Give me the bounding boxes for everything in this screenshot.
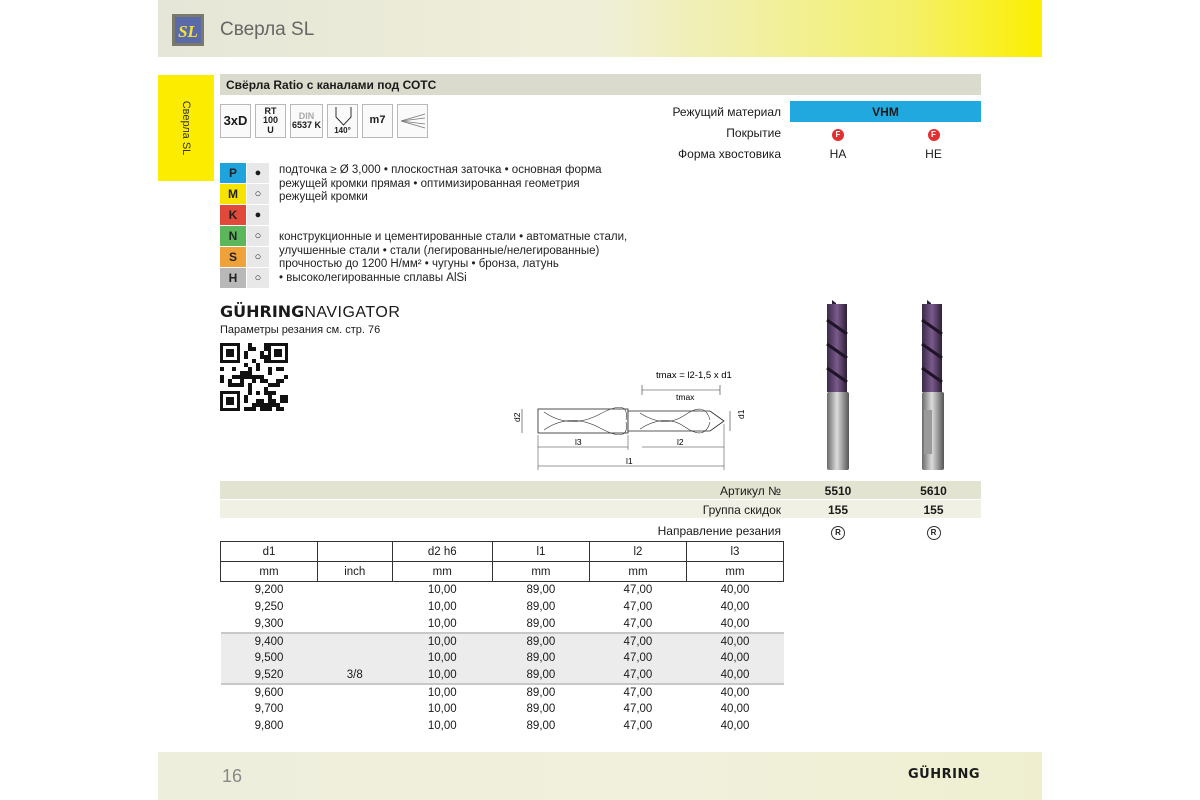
navigator-brand: GÜHRING [220, 302, 305, 321]
table-row [221, 667, 784, 684]
table-cell: 89,00 [492, 701, 589, 718]
material-group-row [220, 205, 269, 226]
table-cell: 40,00 [686, 616, 783, 633]
table-cell: 47,00 [589, 684, 686, 701]
table-cell: 9,800 [221, 718, 318, 735]
table-cell: 9,400 [221, 633, 318, 650]
qr-code-icon[interactable] [220, 343, 288, 411]
tmax-formula: tmax = l2-1,5 x d1 [656, 370, 732, 381]
table-cell: 47,00 [589, 718, 686, 735]
dimensions-table [220, 541, 784, 735]
l2-label: l2 [677, 437, 684, 447]
table-cell: 10,00 [392, 633, 492, 650]
page-number: 16 [222, 766, 243, 786]
spec-shank-row [560, 143, 981, 164]
table-cell: 47,00 [589, 667, 686, 684]
table-cell: 89,00 [492, 582, 589, 599]
footer-band [158, 752, 1042, 800]
table-cell: 40,00 [686, 650, 783, 667]
material-group-row [220, 226, 269, 247]
table-cell: 89,00 [492, 650, 589, 667]
col-l2: l2 [589, 542, 686, 562]
right-hand-icon: R [927, 526, 941, 540]
table-cell: 9,250 [221, 599, 318, 616]
table-row [221, 582, 784, 599]
d1-label: d1 [736, 409, 746, 419]
table-cell: 10,00 [392, 667, 492, 684]
material-value: VHM [872, 105, 899, 119]
table-row [221, 599, 784, 616]
table-units-row: mm inch mm mm mm mm [221, 562, 784, 582]
length-3xd-icon: 3xD [220, 104, 251, 138]
table-row [221, 718, 784, 735]
material-letter: S [220, 247, 246, 267]
material-groups [220, 163, 269, 289]
shank-c2: HE [925, 147, 942, 161]
section-title: Свёрла Ratio с каналами под СОТС [220, 74, 981, 95]
tmax-label: tmax [676, 392, 695, 402]
table-cell: 9,500 [221, 650, 318, 667]
suitability-symbol: ○ [247, 184, 269, 204]
table-cell: 40,00 [686, 633, 783, 650]
table-cell [318, 684, 393, 701]
table-cell [318, 599, 393, 616]
table-cell [318, 701, 393, 718]
article-5510: 5510 [824, 484, 852, 498]
article-row [220, 481, 981, 499]
col-l1: l1 [492, 542, 589, 562]
discount-c2: 155 [923, 503, 944, 517]
discount-c1: 155 [827, 503, 849, 517]
coolant-channel-icon [397, 104, 428, 138]
l3-label: l3 [575, 437, 582, 447]
drill-photo-5510 [823, 300, 853, 472]
din-top: DIN [298, 110, 315, 121]
coating-f-icon: F [832, 129, 844, 141]
discount-label: Группа скидок [702, 503, 781, 517]
table-cell: 9,700 [221, 701, 318, 718]
material-group-row [220, 268, 269, 289]
rt-top: RT 100 [262, 105, 279, 126]
table-row [221, 616, 784, 633]
article-label: Артикул № [720, 484, 781, 498]
col-d2: d2 h6 [392, 542, 492, 562]
drill-drawing [500, 360, 770, 472]
suitability-symbol: ○ [247, 226, 269, 246]
table-cell [318, 650, 393, 667]
material-letter: H [220, 268, 246, 288]
table-cell: 10,00 [392, 599, 492, 616]
navigator-logo [220, 302, 400, 322]
navigator-subtitle: Параметры резания см. стр. 76 [220, 324, 381, 336]
table-cell: 40,00 [686, 684, 783, 701]
side-tab [158, 75, 214, 181]
spec-coating-row [560, 122, 981, 143]
materials-description: конструкционные и цементированные стали • автоматные стали, улучшенные стали • стали (легированные/нелегированные) прочностью до 1200 Н/мм² • чугуны • бронза, латунь • высоколегированные сплавы AlSi [279, 231, 628, 284]
material-letter: K [220, 205, 246, 225]
table-cell [318, 718, 393, 735]
feature-icons [220, 104, 428, 138]
table-cell: 40,00 [686, 667, 783, 684]
col-d1: d1 [221, 542, 318, 562]
page-title: Сверла SL [220, 19, 315, 40]
table-row [221, 684, 784, 701]
angle-text: 140° [334, 125, 351, 135]
l1-label: l1 [626, 456, 633, 466]
suitability-symbol: ○ [247, 268, 269, 288]
material-letter: N [220, 226, 246, 246]
material-group-row [220, 247, 269, 268]
table-cell: 40,00 [686, 701, 783, 718]
table-cell: 10,00 [392, 718, 492, 735]
logo-text: SL [178, 22, 198, 41]
table-cell: 47,00 [589, 582, 686, 599]
table-cell [318, 633, 393, 650]
table-cell: 89,00 [492, 667, 589, 684]
direction-row [220, 521, 981, 539]
navigator-name: NAVIGATOR [304, 304, 401, 321]
table-cell [318, 582, 393, 599]
coating-f-icon: F [928, 129, 940, 141]
table-cell: 10,00 [392, 701, 492, 718]
table-cell: 9,200 [221, 582, 318, 599]
table-cell: 89,00 [492, 718, 589, 735]
table-cell: 40,00 [686, 599, 783, 616]
direction-label: Направление резания [657, 524, 781, 538]
table-row [221, 701, 784, 718]
coating-label: Покрытие [726, 126, 781, 140]
geometry-description: подточка ≥ Ø 3,000 • плоскостная заточка • основная форма режущей кромки прямая • оптимизированная геометрия режущей кромки [279, 164, 602, 203]
discount-row [220, 500, 981, 518]
shank-label: Форма хвостовика [678, 147, 781, 161]
table-cell: 40,00 [686, 718, 783, 735]
header-band [158, 0, 1042, 57]
drill-photo-5610 [918, 300, 948, 472]
article-5610: 5610 [920, 484, 947, 498]
point-angle-icon [327, 104, 358, 138]
table-cell: 10,00 [392, 684, 492, 701]
table-cell: 9,300 [221, 616, 318, 633]
material-group-row [220, 184, 269, 205]
shank-c1: HA [829, 147, 847, 161]
table-cell: 89,00 [492, 633, 589, 650]
table-cell: 47,00 [589, 701, 686, 718]
table-cell: 10,00 [392, 582, 492, 599]
suitability-symbol: ● [247, 163, 269, 183]
table-cell [318, 616, 393, 633]
guehring-logo: GÜHRING [907, 767, 980, 782]
rt-bottom: U [267, 124, 274, 135]
din-bottom: 6537 K [291, 120, 322, 130]
din-6537k-icon [290, 104, 323, 138]
table-header-row [221, 542, 784, 562]
right-hand-icon: R [831, 526, 845, 540]
table-row [221, 650, 784, 667]
table-cell: 47,00 [589, 616, 686, 633]
table-cell: 89,00 [492, 616, 589, 633]
col-inch [318, 542, 393, 562]
col-l3: l3 [686, 542, 783, 562]
rt100-icon [255, 104, 286, 138]
table-cell: 40,00 [686, 582, 783, 599]
side-tab-label: Сверла SL [180, 100, 192, 156]
suitability-symbol: ○ [247, 247, 269, 267]
table-cell: 10,00 [392, 616, 492, 633]
sl-logo-icon [172, 14, 204, 46]
table-cell: 9,600 [221, 684, 318, 701]
material-group-row [220, 163, 269, 184]
table-cell: 10,00 [392, 650, 492, 667]
table-cell: 47,00 [589, 599, 686, 616]
material-letter: P [220, 163, 246, 183]
table-cell: 47,00 [589, 633, 686, 650]
table-cell: 89,00 [492, 684, 589, 701]
material-label: Режущий материал [672, 105, 781, 119]
tolerance-m7-icon: m7 [362, 104, 393, 138]
table-cell: 89,00 [492, 599, 589, 616]
table-cell: 9,520 [221, 667, 318, 684]
table-cell: 47,00 [589, 650, 686, 667]
spec-material-row [560, 101, 981, 122]
d2-label: d2 [512, 412, 522, 422]
table-row [221, 633, 784, 650]
suitability-symbol: ● [247, 205, 269, 225]
material-letter: M [220, 184, 246, 204]
table-cell: 3/8 [318, 667, 393, 684]
